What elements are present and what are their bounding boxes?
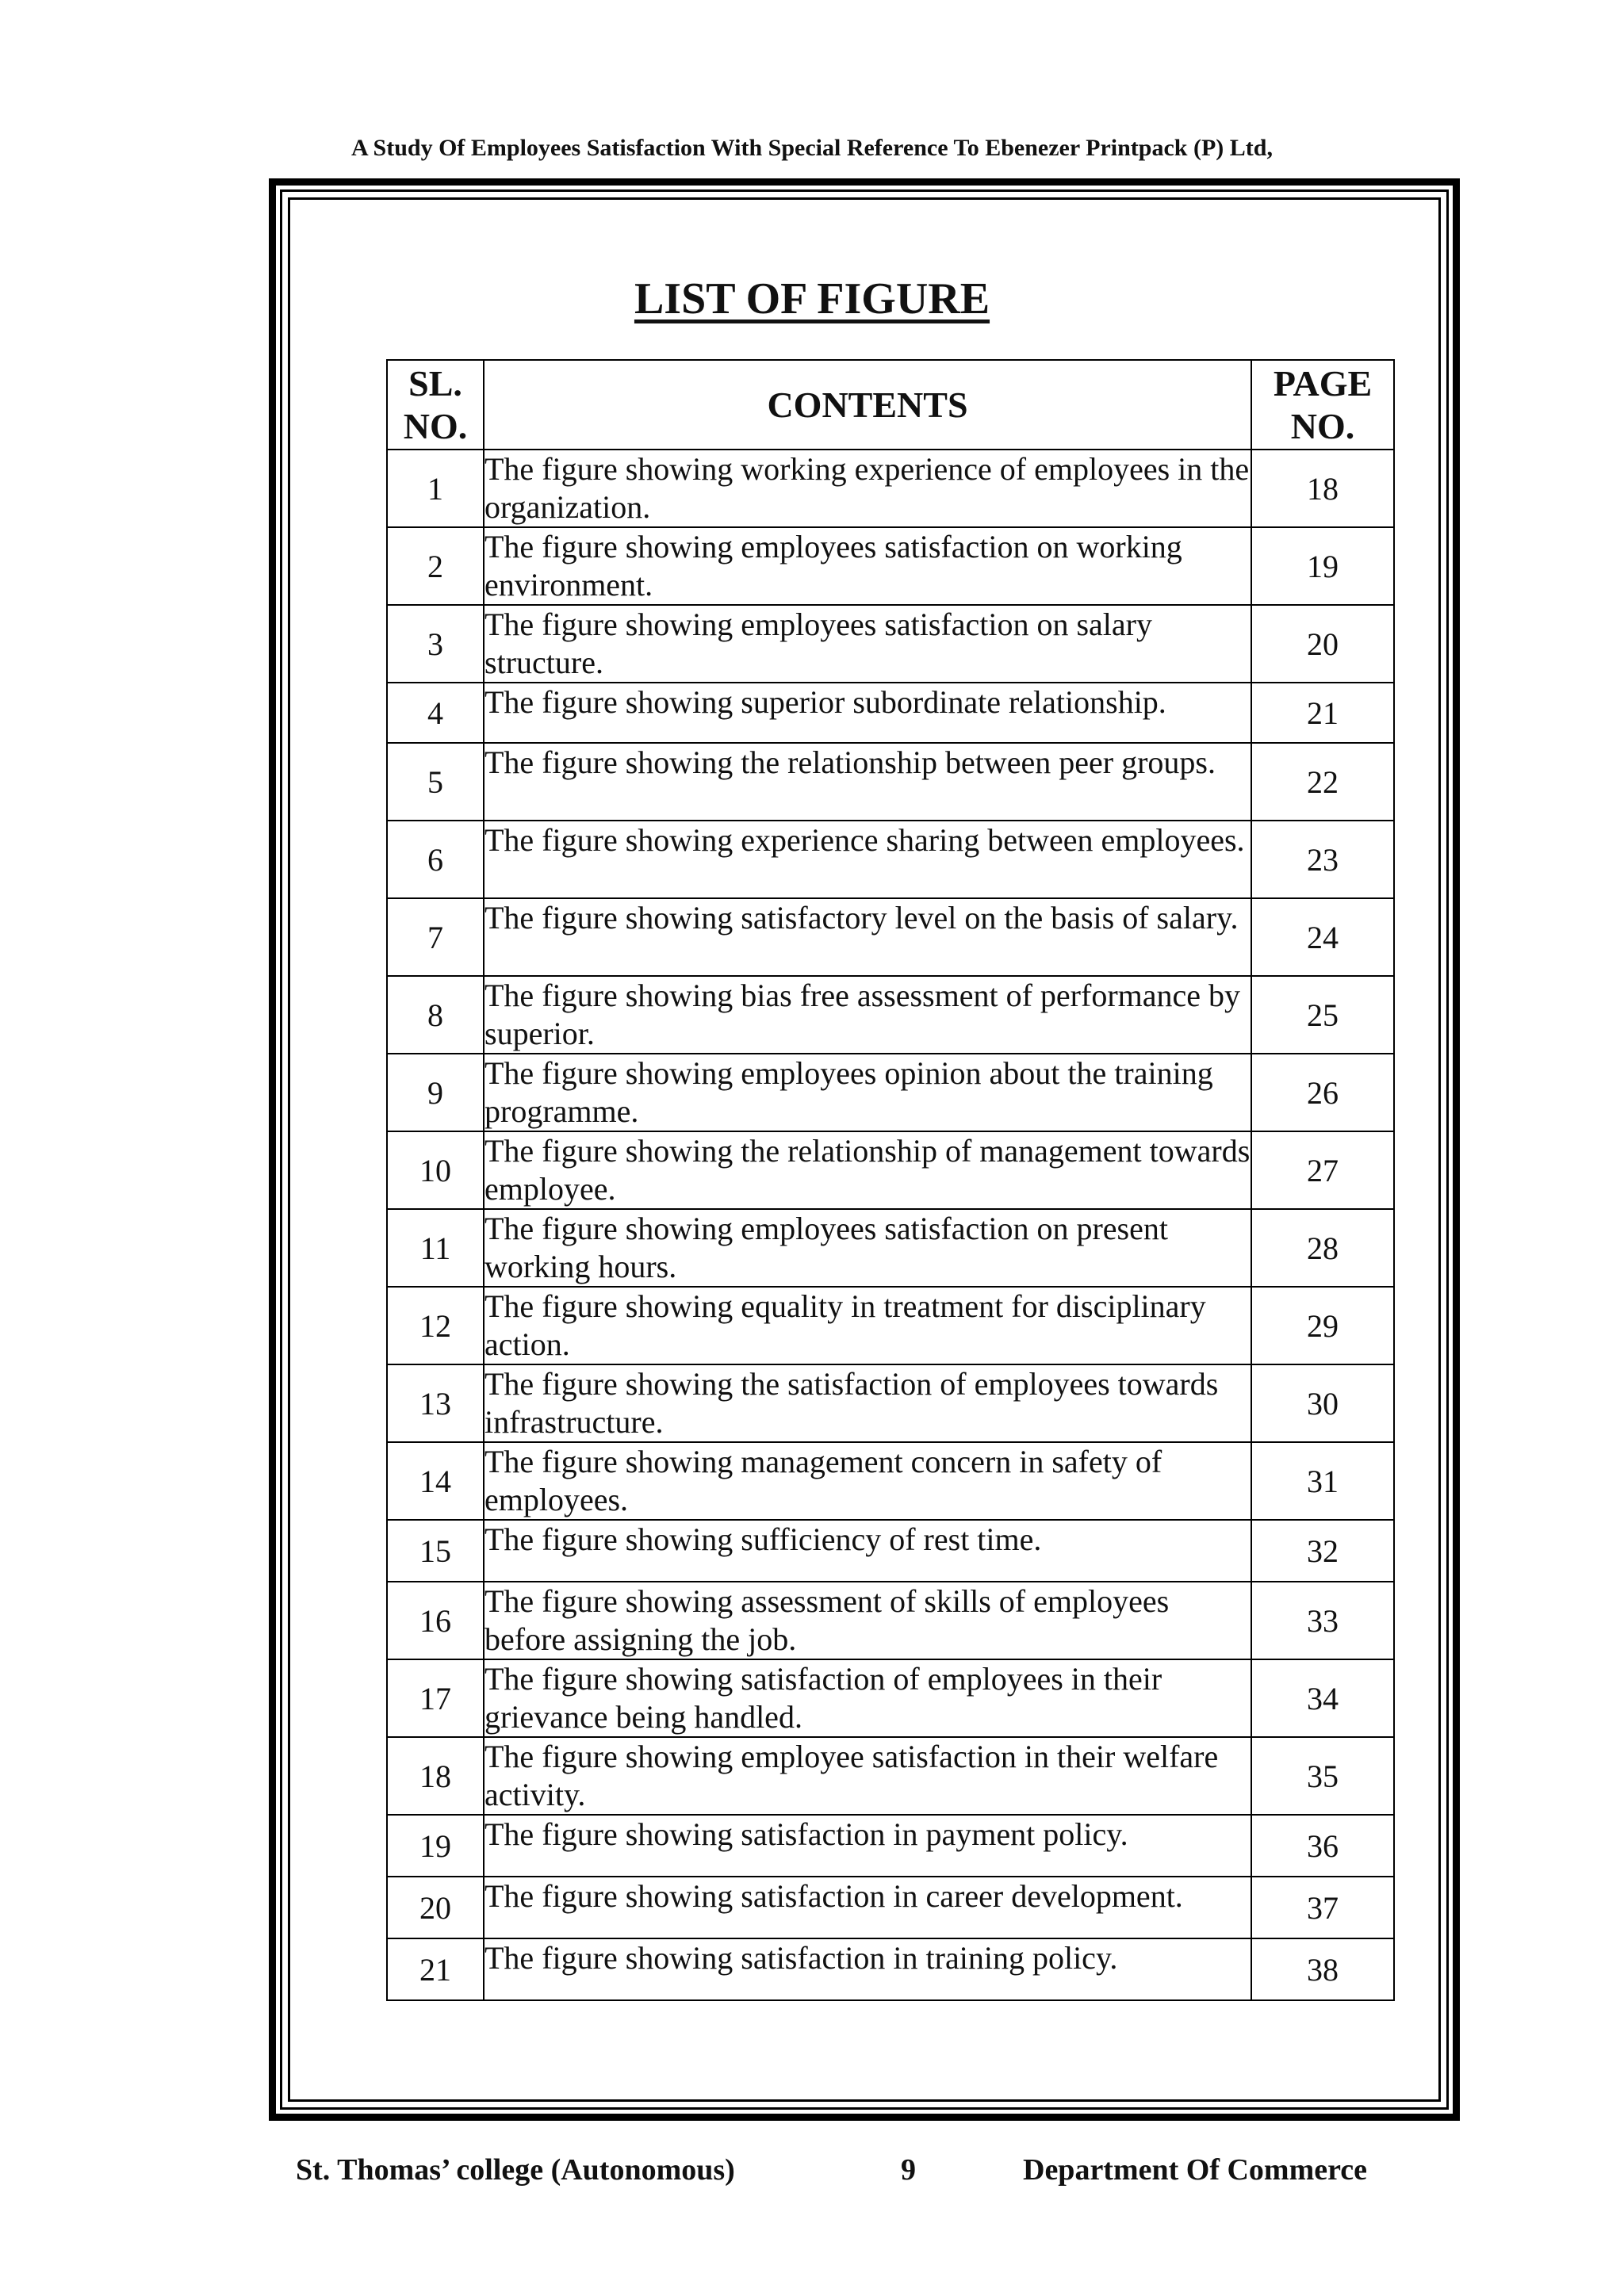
sl-no-cell: 15 (387, 1520, 484, 1582)
figure-list-table (386, 359, 1395, 2001)
page-no-cell: 33 (1251, 1582, 1394, 1659)
page-no-cell: 18 (1251, 450, 1394, 527)
table-row (387, 1131, 1394, 1209)
sl-no-cell: 20 (387, 1877, 484, 1938)
page-no-cell: 25 (1251, 976, 1394, 1054)
page-no-cell: 22 (1251, 743, 1394, 821)
content-cell: The figure showing employee satisfaction in their welfare activity. (484, 1737, 1251, 1815)
table-row (387, 1520, 1394, 1582)
content-cell: The figure showing employees satisfaction on working environment. (484, 527, 1251, 605)
page-no-cell: 37 (1251, 1877, 1394, 1938)
content-cell: The figure showing experience sharing between employees. (484, 821, 1251, 898)
content-cell: The figure showing satisfaction in career development. (484, 1877, 1251, 1938)
page-no-cell: 20 (1251, 605, 1394, 683)
sl-no-cell: 4 (387, 683, 484, 743)
page-no-cell: 34 (1251, 1659, 1394, 1737)
content-cell: The figure showing bias free assessment of performance by superior. (484, 976, 1251, 1054)
sl-no-cell: 12 (387, 1287, 484, 1364)
page-no-cell: 35 (1251, 1737, 1394, 1815)
table-row (387, 1582, 1394, 1659)
table-row (387, 1938, 1394, 2000)
column-header-sl-line2: NO. (403, 405, 468, 446)
table-row (387, 527, 1394, 605)
sl-no-cell: 9 (387, 1054, 484, 1131)
table-header-row (387, 360, 1394, 450)
table-row (387, 1659, 1394, 1737)
table-row (387, 1737, 1394, 1815)
content-cell: The figure showing employees satisfaction on present working hours. (484, 1209, 1251, 1287)
table-row (387, 1287, 1394, 1364)
column-header-sl-no (387, 360, 484, 450)
content-cell: The figure showing the relationship between peer groups. (484, 743, 1251, 821)
content-cell: The figure showing employees opinion about the training programme. (484, 1054, 1251, 1131)
sl-no-cell: 17 (387, 1659, 484, 1737)
sl-no-cell: 8 (387, 976, 484, 1054)
sl-no-cell: 14 (387, 1442, 484, 1520)
sl-no-cell: 5 (387, 743, 484, 821)
content-cell: The figure showing satisfaction in training policy. (484, 1938, 1251, 2000)
sl-no-cell: 19 (387, 1815, 484, 1877)
content-cell: The figure showing superior subordinate relationship. (484, 683, 1251, 743)
page-no-cell: 36 (1251, 1815, 1394, 1877)
page-no-cell: 27 (1251, 1131, 1394, 1209)
page-no-cell: 30 (1251, 1364, 1394, 1442)
table-row (387, 1442, 1394, 1520)
table-row (387, 605, 1394, 683)
content-cell: The figure showing assessment of skills of employees before assigning the job. (484, 1582, 1251, 1659)
table-row (387, 1364, 1394, 1442)
page-no-cell: 38 (1251, 1938, 1394, 2000)
content-cell: The figure showing employees satisfaction on salary structure. (484, 605, 1251, 683)
sl-no-cell: 10 (387, 1131, 484, 1209)
page-no-cell: 26 (1251, 1054, 1394, 1131)
page-no-cell: 28 (1251, 1209, 1394, 1287)
table-row (387, 1877, 1394, 1938)
sl-no-cell: 6 (387, 821, 484, 898)
content-cell: The figure showing satisfaction in payment policy. (484, 1815, 1251, 1877)
column-header-page-line1: PAGE (1273, 362, 1373, 404)
content-cell: The figure showing satisfactory level on the basis of salary. (484, 898, 1251, 976)
page-no-cell: 19 (1251, 527, 1394, 605)
sl-no-cell: 13 (387, 1364, 484, 1442)
table-row (387, 898, 1394, 976)
table-row (387, 1054, 1394, 1131)
sl-no-cell: 7 (387, 898, 484, 976)
content-cell: The figure showing the relationship of management towards employee. (484, 1131, 1251, 1209)
page-no-cell: 23 (1251, 821, 1394, 898)
table-row (387, 1209, 1394, 1287)
page-no-cell: 21 (1251, 683, 1394, 743)
column-header-page-line2: NO. (1290, 405, 1355, 446)
page-no-cell: 32 (1251, 1520, 1394, 1582)
content-cell: The figure showing working experience of employees in the organization. (484, 450, 1251, 527)
sl-no-cell: 18 (387, 1737, 484, 1815)
content-cell: The figure showing the satisfaction of employees towards infrastructure. (484, 1364, 1251, 1442)
content-cell: The figure showing management concern in safety of employees. (484, 1442, 1251, 1520)
table-row (387, 976, 1394, 1054)
page-title: LIST OF FIGURE (634, 274, 990, 323)
table-row (387, 450, 1394, 527)
footer-department: Department Of Commerce (1023, 2153, 1368, 2187)
sl-no-cell: 1 (387, 450, 484, 527)
running-header: A Study Of Employees Satisfaction With Special Reference To Ebenezer Printpack (P) Ltd, (351, 135, 1273, 161)
page-no-cell: 24 (1251, 898, 1394, 976)
content-cell: The figure showing equality in treatment for disciplinary action. (484, 1287, 1251, 1364)
sl-no-cell: 11 (387, 1209, 484, 1287)
page-no-cell: 29 (1251, 1287, 1394, 1364)
table-row (387, 1815, 1394, 1877)
column-header-contents: CONTENTS (484, 360, 1251, 450)
table-row (387, 743, 1394, 821)
sl-no-cell: 2 (387, 527, 484, 605)
column-header-sl-line1: SL. (408, 362, 462, 404)
table-row (387, 821, 1394, 898)
footer-page-number: 9 (901, 2153, 916, 2187)
footer-college: St. Thomas’ college (Autonomous) (296, 2153, 735, 2187)
sl-no-cell: 3 (387, 605, 484, 683)
page-no-cell: 31 (1251, 1442, 1394, 1520)
column-header-page-no (1251, 360, 1394, 450)
sl-no-cell: 21 (387, 1938, 484, 2000)
content-cell: The figure showing sufficiency of rest time. (484, 1520, 1251, 1582)
sl-no-cell: 16 (387, 1582, 484, 1659)
content-cell: The figure showing satisfaction of employees in their grievance being handled. (484, 1659, 1251, 1737)
table-row (387, 683, 1394, 743)
